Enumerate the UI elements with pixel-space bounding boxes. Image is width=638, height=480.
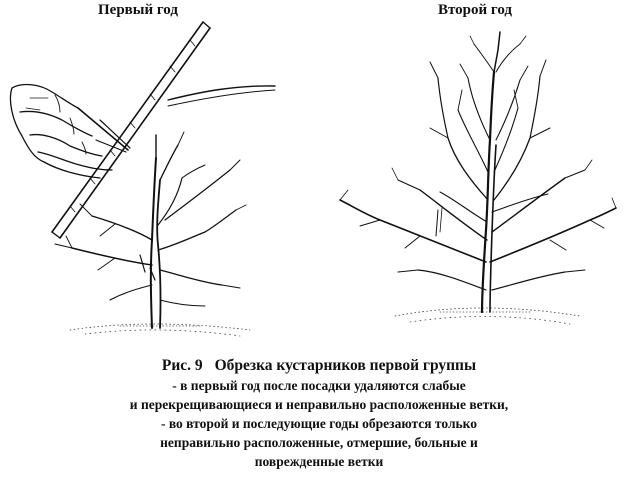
caption-line: поврежденные ветки <box>254 454 384 469</box>
figure-caption <box>0 356 638 471</box>
first-year-shrub <box>55 132 250 336</box>
second-year-label: Второй год <box>438 2 513 18</box>
figure-number: Рис. 9 <box>161 357 203 374</box>
second-year-shrub <box>340 32 616 324</box>
caption-title-line <box>0 356 638 376</box>
caption-line: - во второй и последующие годы обрезаются только <box>160 416 478 431</box>
first-year-label: Первый год <box>98 2 178 18</box>
pruning-shears-icon <box>52 22 275 238</box>
caption-title: Обрезка кустарников первой группы <box>214 357 477 374</box>
ground-right <box>395 308 580 324</box>
caption-line: и перекрещивающиеся и неправильно расположенные ветки, <box>129 397 509 412</box>
caption-line: неправильно расположенные, отмершие, больные и <box>160 435 478 450</box>
caption-line: - в первый год после посадки удаляются слабые <box>172 378 466 393</box>
